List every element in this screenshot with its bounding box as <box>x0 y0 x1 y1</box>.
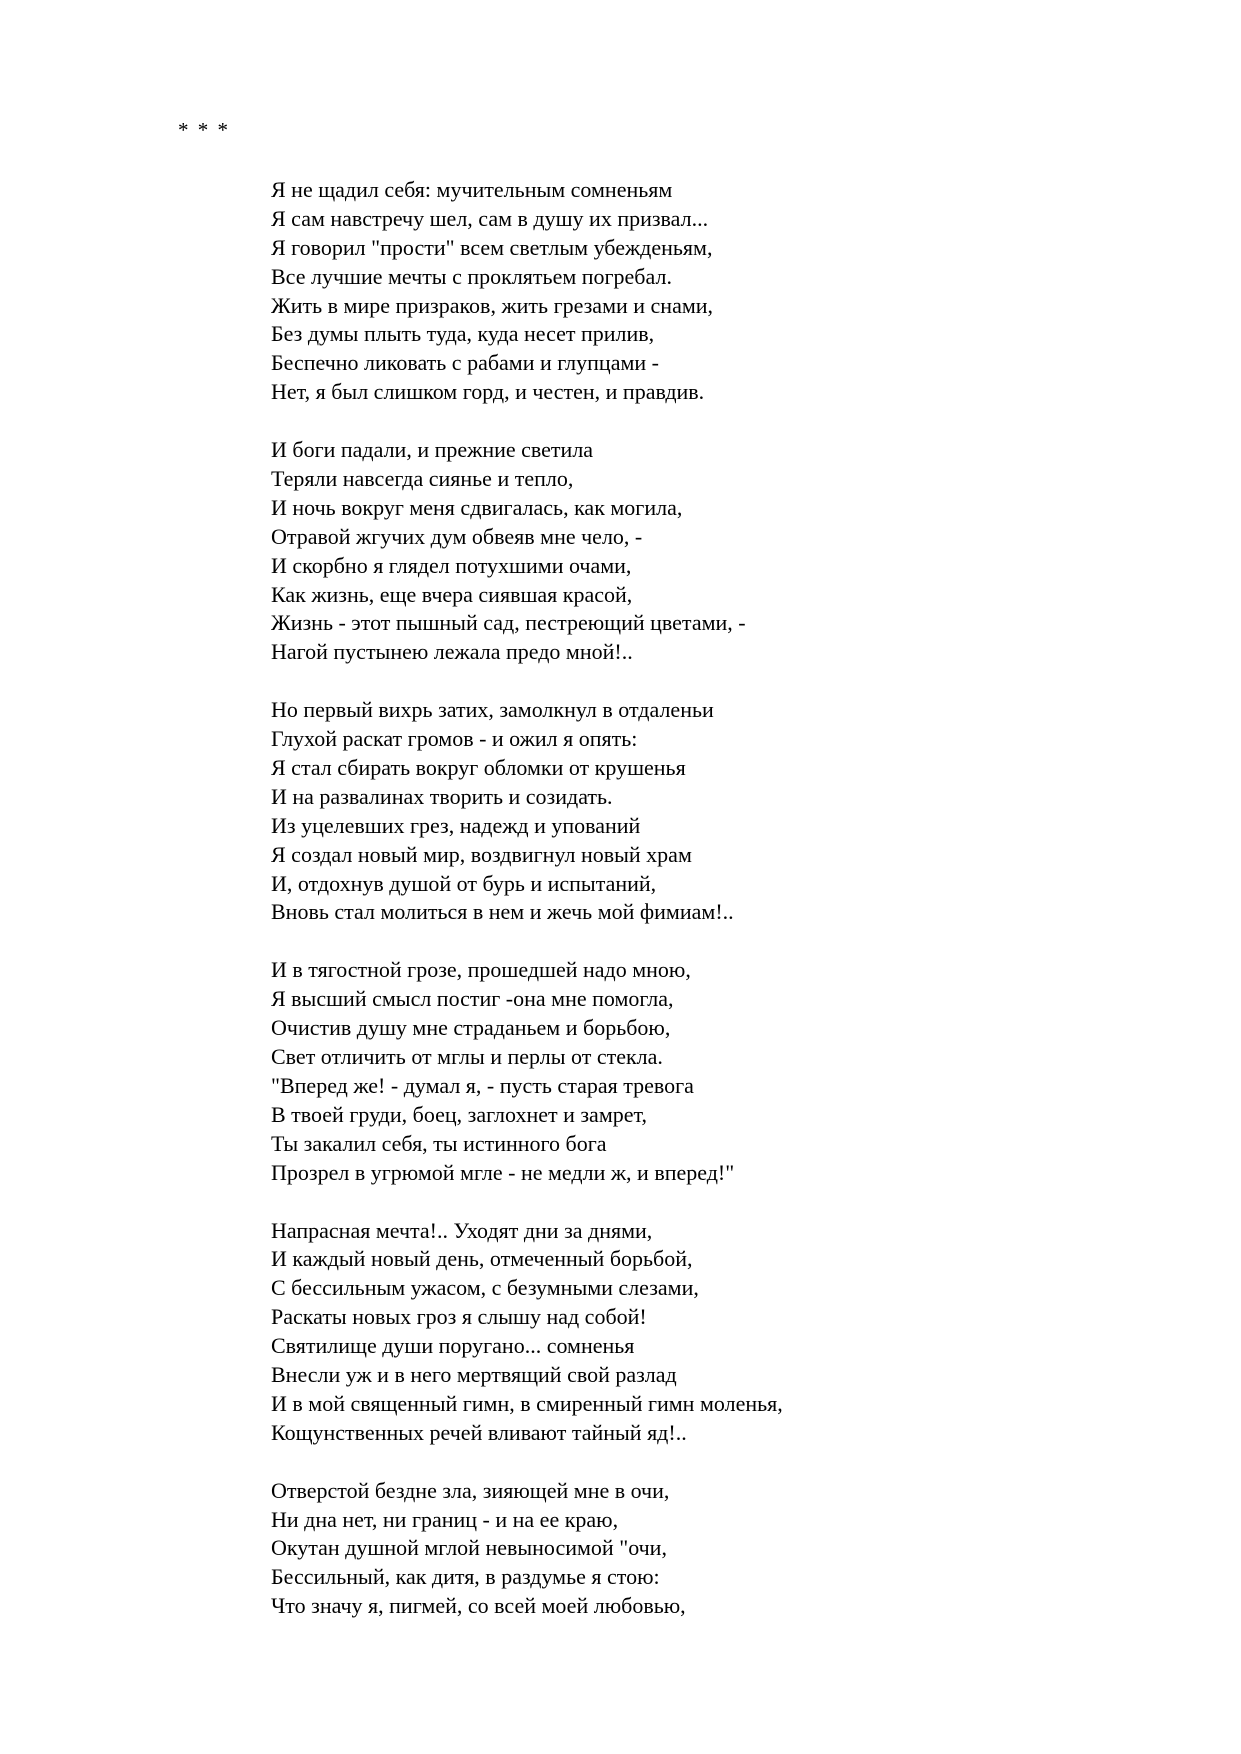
poem-line: И скорбно я глядел потухшими очами, <box>271 552 632 578</box>
poem-line: И ночь вокруг меня сдвигалась, как могила, <box>271 494 683 520</box>
poem-line: С бессильным ужасом, с безумными слезами, <box>271 1275 699 1301</box>
stanza-5 <box>271 1217 1211 1448</box>
poem-line: Глухой раскат громов - и ожил я опять: <box>271 726 638 752</box>
stanza-4 <box>271 956 1211 1187</box>
poem-line: Святилище души поругано... сомненья <box>271 1333 635 1359</box>
stanza-2 <box>271 436 1211 667</box>
poem-line: В твоей груди, боец, заглохнет и замрет, <box>271 1101 647 1127</box>
poem-line: Кощунственных речей вливают тайный яд!.. <box>271 1419 687 1445</box>
poem-line: Окутан душной мглой невыносимой "очи, <box>271 1535 667 1561</box>
poem-line: Бессильный, как дитя, в раздумье я стою: <box>271 1564 660 1590</box>
poem-line: Я создал новый мир, воздвигнул новый храм <box>271 841 692 867</box>
poem-line: И в мой священный гимн, в смиренный гимн моленья, <box>271 1390 783 1416</box>
poem-line: Как жизнь, еще вчера сиявшая красой, <box>271 581 633 607</box>
poem-line: Очистив душу мне страданьем и борьбою, <box>271 1015 671 1041</box>
poem-line: Жизнь - этот пышный сад, пестреющий цветами, - <box>271 610 746 636</box>
poem-line: Я высший смысл постиг -она мне помогла, <box>271 986 674 1012</box>
poem-line: И в тягостной грозе, прошедшей надо мною, <box>271 957 691 983</box>
poem-line: Раскаты новых гроз я слышу над собой! <box>271 1304 647 1330</box>
poem-line: "Вперед же! - думал я, - пусть старая тревога <box>271 1072 694 1098</box>
poem-line: Все лучшие мечты с проклятьем погребал. <box>271 263 672 289</box>
poem-line: Теряли навсегда сиянье и тепло, <box>271 466 574 492</box>
poem-line: Прозрел в угрюмой мгле - не медли ж, и вперед!" <box>271 1159 735 1185</box>
poem-line: Я сам навстречу шел, сам в душу их призвал... <box>271 205 709 231</box>
poem-line: И боги падали, и прежние светила <box>271 437 594 463</box>
poem-line: Вновь стал молиться в нем и жечь мой фимиам!.. <box>271 899 734 925</box>
poem-line: Ни дна нет, ни границ - и на ее краю, <box>271 1506 619 1532</box>
poem-line: Отравой жгучих дум обвеяв мне чело, - <box>271 523 643 549</box>
poem-line: Я говорил "прости" всем светлым убежденьям, <box>271 234 713 260</box>
poem <box>271 176 1211 1650</box>
section-separator: * * * <box>178 118 230 142</box>
poem-line: Что значу я, пигмей, со всей моей любовью, <box>271 1593 686 1619</box>
poem-line: Внесли уж и в него мертвящий свой разлад <box>271 1361 677 1387</box>
poem-line: Ты закалил себя, ты истинного бога <box>271 1130 607 1156</box>
poem-line: Нагой пустынею лежала предо мной!.. <box>271 639 633 665</box>
poem-line: Свет отличить от мглы и перлы от стекла. <box>271 1044 663 1070</box>
poem-line: Из уцелевших грез, надежд и упований <box>271 812 641 838</box>
poem-line: Беспечно ликовать с рабами и глупцами - <box>271 350 659 376</box>
poem-line: Я не щадил себя: мучительным сомненьям <box>271 177 673 202</box>
poem-line: Без думы плыть туда, куда несет прилив, <box>271 321 655 347</box>
poem-line: Но первый вихрь затих, замолкнул в отдаленьи <box>271 697 714 723</box>
stanza-6 <box>271 1477 1211 1621</box>
poem-line: И каждый новый день, отмеченный борьбой, <box>271 1246 693 1272</box>
poem-line: Я стал сбирать вокруг обломки от крушенья <box>271 755 686 781</box>
poem-line: И на развалинах творить и созидать. <box>271 783 613 809</box>
poem-line: Нет, я был слишком горд, и честен, и правдив. <box>271 379 705 405</box>
stanza-1 <box>271 176 1211 407</box>
poem-line: И, отдохнув душой от бурь и испытаний, <box>271 870 657 896</box>
stanza-3 <box>271 696 1211 927</box>
poem-line: Отверстой бездне зла, зияющей мне в очи, <box>271 1477 670 1503</box>
poem-line: Напрасная мечта!.. Уходят дни за днями, <box>271 1217 653 1243</box>
poem-line: Жить в мире призраков, жить грезами и снами, <box>271 292 714 318</box>
